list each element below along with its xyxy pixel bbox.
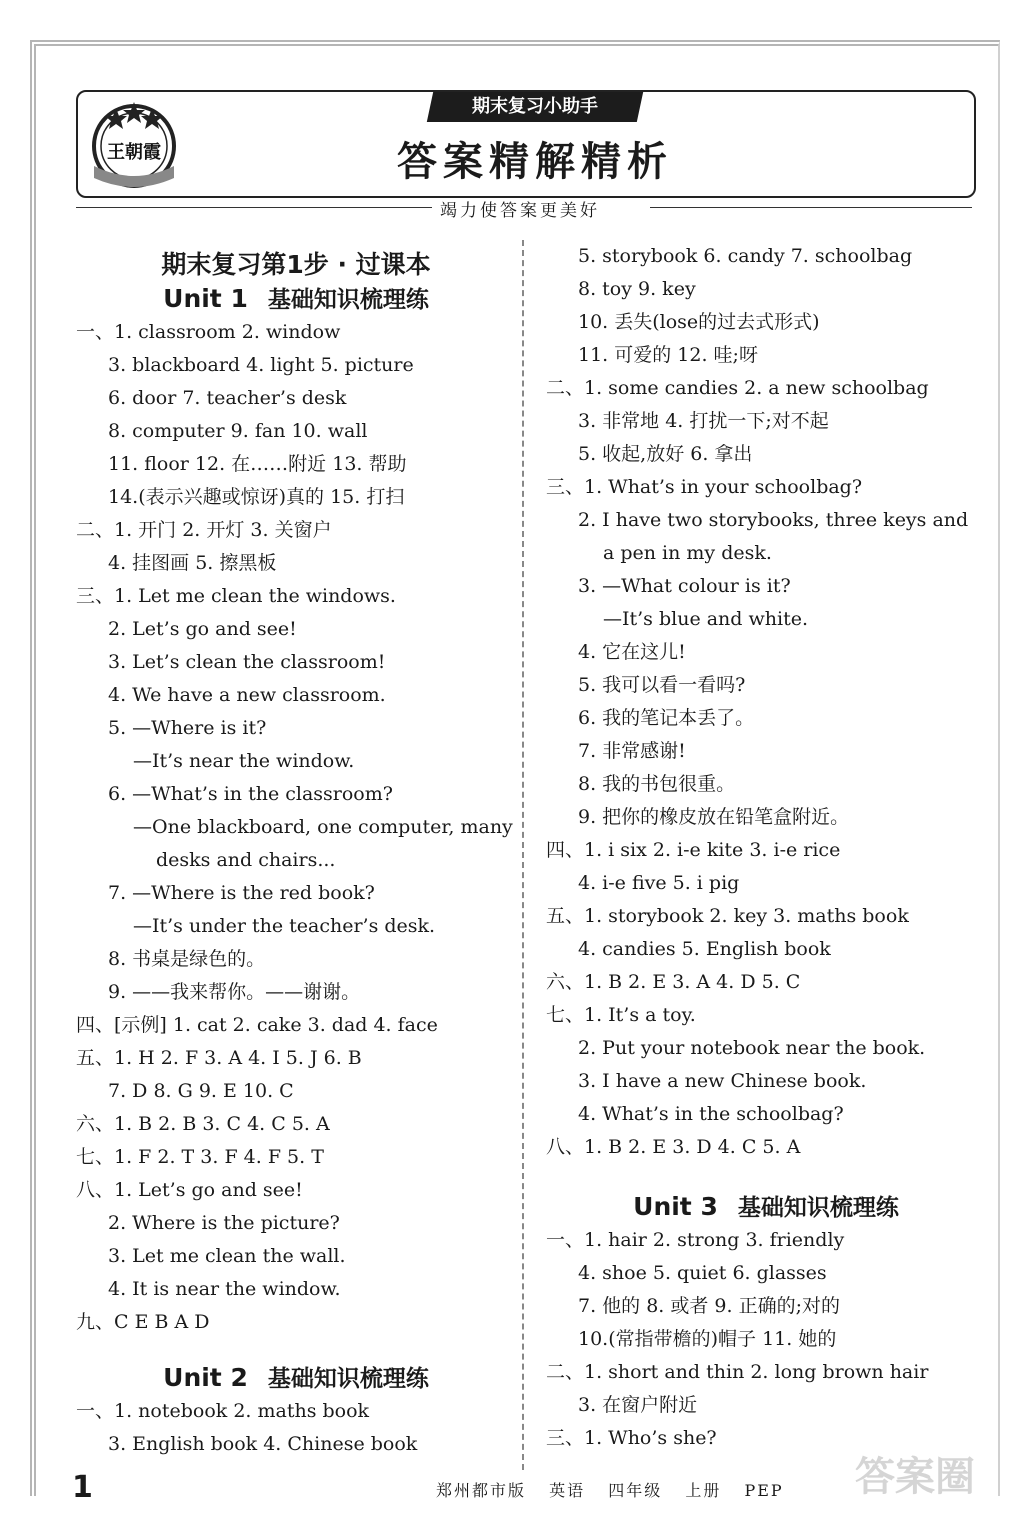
answer-line: 3. blackboard 4. light 5. picture xyxy=(108,354,414,376)
section-title: 期末复习第1步 · 过课本 xyxy=(161,250,431,279)
unit3-heading xyxy=(546,1190,986,1224)
unit1-heading xyxy=(76,282,516,316)
answer-line: 9. 把你的橡皮放在铅笔盒附近。 xyxy=(578,806,850,828)
answer-line: 5. —Where is it? xyxy=(108,717,267,739)
answer-line: 8. 我的书包很重。 xyxy=(578,773,736,795)
unit2-title: 基础知识梳理练 xyxy=(267,1366,429,1392)
answer-line: —It’s blue and white. xyxy=(603,608,808,630)
answer-line: 六、1. B 2. E 3. A 4. D 5. C xyxy=(546,971,801,993)
answer-line: —It’s under the teacher’s desk. xyxy=(133,915,436,937)
answer-line: 二、1. 开门 2. 开灯 3. 关窗户 xyxy=(76,519,332,541)
unit2-label: Unit 2 xyxy=(163,1363,248,1392)
answer-line: 4. candies 5. English book xyxy=(578,938,831,960)
answer-line: 3. Let me clean the wall. xyxy=(108,1245,346,1267)
answer-line: 六、1. B 2. B 3. C 4. C 5. A xyxy=(76,1113,330,1135)
answer-line: 4. i-e five 5. i pig xyxy=(578,872,740,894)
answer-line: 7. D 8. G 9. E 10. C xyxy=(108,1080,294,1102)
answer-line: 9. ——我来帮你。——谢谢。 xyxy=(108,981,361,1003)
subtitle: 竭力使答案更美好 xyxy=(440,201,600,221)
answer-line: 四、1. i six 2. i-e kite 3. i-e rice xyxy=(546,839,841,861)
unit3-title: 基础知识梳理练 xyxy=(737,1195,899,1221)
answer-line: 三、1. Let me clean the windows. xyxy=(76,585,396,607)
answer-line: 八、1. Let’s go and see! xyxy=(76,1179,303,1201)
answer-line: 一、1. classroom 2. window xyxy=(76,321,341,343)
answer-line: 10. 丢失(lose的过去式形式) xyxy=(578,311,820,333)
answer-line: 3. —What colour is it? xyxy=(578,575,791,597)
answer-line: 6. —What’s in the classroom? xyxy=(108,783,393,805)
answer-line: 2. I have two storybooks, three keys and xyxy=(578,509,969,531)
answer-line: 五、1. storybook 2. key 3. maths book xyxy=(546,905,909,927)
answer-line: 8. 书桌是绿色的。 xyxy=(108,948,266,970)
answer-line: 2. Put your notebook near the book. xyxy=(578,1037,926,1059)
answer-line: 5. 我可以看一看吗? xyxy=(578,674,746,696)
answer-line: 8. toy 9. key xyxy=(578,278,696,300)
answer-line: 三、1. What’s in your schoolbag? xyxy=(546,476,863,498)
answer-line: 3. 非常地 4. 打扰一下;对不起 xyxy=(578,410,829,432)
answer-line: 7. 非常感谢! xyxy=(578,740,686,762)
answer-line: 7. —Where is the red book? xyxy=(108,882,375,904)
column-divider xyxy=(522,240,524,1470)
main-title: 答案精解精析 xyxy=(397,139,673,185)
answer-line: —One blackboard, one computer, many xyxy=(133,816,513,838)
answer-line: 七、1. It’s a toy. xyxy=(546,1004,696,1026)
answer-line: 3. 在窗户附近 xyxy=(578,1394,698,1416)
answer-line: 3. English book 4. Chinese book xyxy=(108,1433,418,1455)
answer-line: 7. 他的 8. 或者 9. 正确的;对的 xyxy=(578,1295,840,1317)
subtitle-rule-left xyxy=(76,207,432,208)
answer-line: 4. What’s in the schoolbag? xyxy=(578,1103,844,1125)
footer-subject: 英语 xyxy=(549,1481,586,1500)
answer-line: 4. We have a new classroom. xyxy=(108,684,386,706)
tagline-bar xyxy=(427,92,643,122)
answer-line: 二、1. short and thin 2. long brown hair xyxy=(546,1361,929,1383)
answer-line: 11. floor 12. 在……附近 13. 帮助 xyxy=(108,453,407,475)
answer-line: 三、1. Who’s she? xyxy=(546,1427,717,1449)
answer-line: 四、[示例] 1. cat 2. cake 3. dad 4. face xyxy=(76,1014,438,1036)
unit1-title: 基础知识梳理练 xyxy=(267,287,429,313)
answer-line: —It’s near the window. xyxy=(133,750,355,772)
answer-line: 一、1. notebook 2. maths book xyxy=(76,1400,370,1422)
unit2-heading xyxy=(76,1361,516,1395)
answer-line: 5. storybook 6. candy 7. schoolbag xyxy=(578,245,913,267)
publisher-logo xyxy=(86,96,182,192)
footer-volume: 上册 xyxy=(685,1481,722,1500)
left-column xyxy=(76,240,516,1461)
answer-line: 14.(表示兴趣或惊讶)真的 15. 打扫 xyxy=(108,486,405,508)
answer-line: 11. 可爱的 12. 哇;呀 xyxy=(578,344,758,366)
footer-grade: 四年级 xyxy=(608,1481,663,1500)
page-number: 1 xyxy=(72,1470,93,1505)
answer-line: 4. It is near the window. xyxy=(108,1278,341,1300)
answer-line: a pen in my desk. xyxy=(603,542,772,564)
answer-line: 二、1. some candies 2. a new schoolbag xyxy=(546,377,929,399)
answer-line: 6. 我的笔记本丢了。 xyxy=(578,707,755,729)
footer-publisher-code: PEP xyxy=(744,1481,784,1500)
answer-line: 七、1. F 2. T 3. F 4. F 5. T xyxy=(76,1146,324,1168)
answer-line: 4. 挂图画 5. 擦黑板 xyxy=(108,552,277,574)
logo-text: 王朝霞 xyxy=(107,142,161,163)
answer-line: 五、1. H 2. F 3. A 4. I 5. J 6. B xyxy=(76,1047,362,1069)
answer-line: 5. 收起,放好 6. 拿出 xyxy=(578,443,753,465)
unit3-label: Unit 3 xyxy=(633,1192,718,1221)
answer-line: 九、C E B A D xyxy=(76,1311,210,1333)
footer-info xyxy=(436,1478,800,1501)
answer-line: 6. door 7. teacher’s desk xyxy=(108,387,347,409)
watermark-text: 答案圈 xyxy=(855,1454,975,1500)
answer-line: 8. computer 9. fan 10. wall xyxy=(108,420,368,442)
answer-line: desks and chairs... xyxy=(156,849,336,871)
footer-edition: 郑州都市版 xyxy=(436,1481,527,1500)
answer-line: 2. Where is the picture? xyxy=(108,1212,340,1234)
right-column xyxy=(546,240,986,1455)
unit1-label: Unit 1 xyxy=(163,284,248,313)
answer-line: 一、1. hair 2. strong 3. friendly xyxy=(546,1229,845,1251)
answer-line: 3. I have a new Chinese book. xyxy=(578,1070,867,1092)
answer-line: 4. 它在这儿! xyxy=(578,641,686,663)
answer-line: 4. shoe 5. quiet 6. glasses xyxy=(578,1262,827,1284)
answer-line: 八、1. B 2. E 3. D 4. C 5. A xyxy=(546,1136,801,1158)
subtitle-rule-right xyxy=(650,207,972,208)
answer-line: 10.(常指带檐的)帽子 11. 她的 xyxy=(578,1328,837,1350)
watermark-logo xyxy=(840,1440,990,1530)
answer-line: 3. Let’s clean the classroom! xyxy=(108,651,386,673)
answer-line: 2. Let’s go and see! xyxy=(108,618,297,640)
tagline: 期末复习小助手 xyxy=(472,96,598,117)
